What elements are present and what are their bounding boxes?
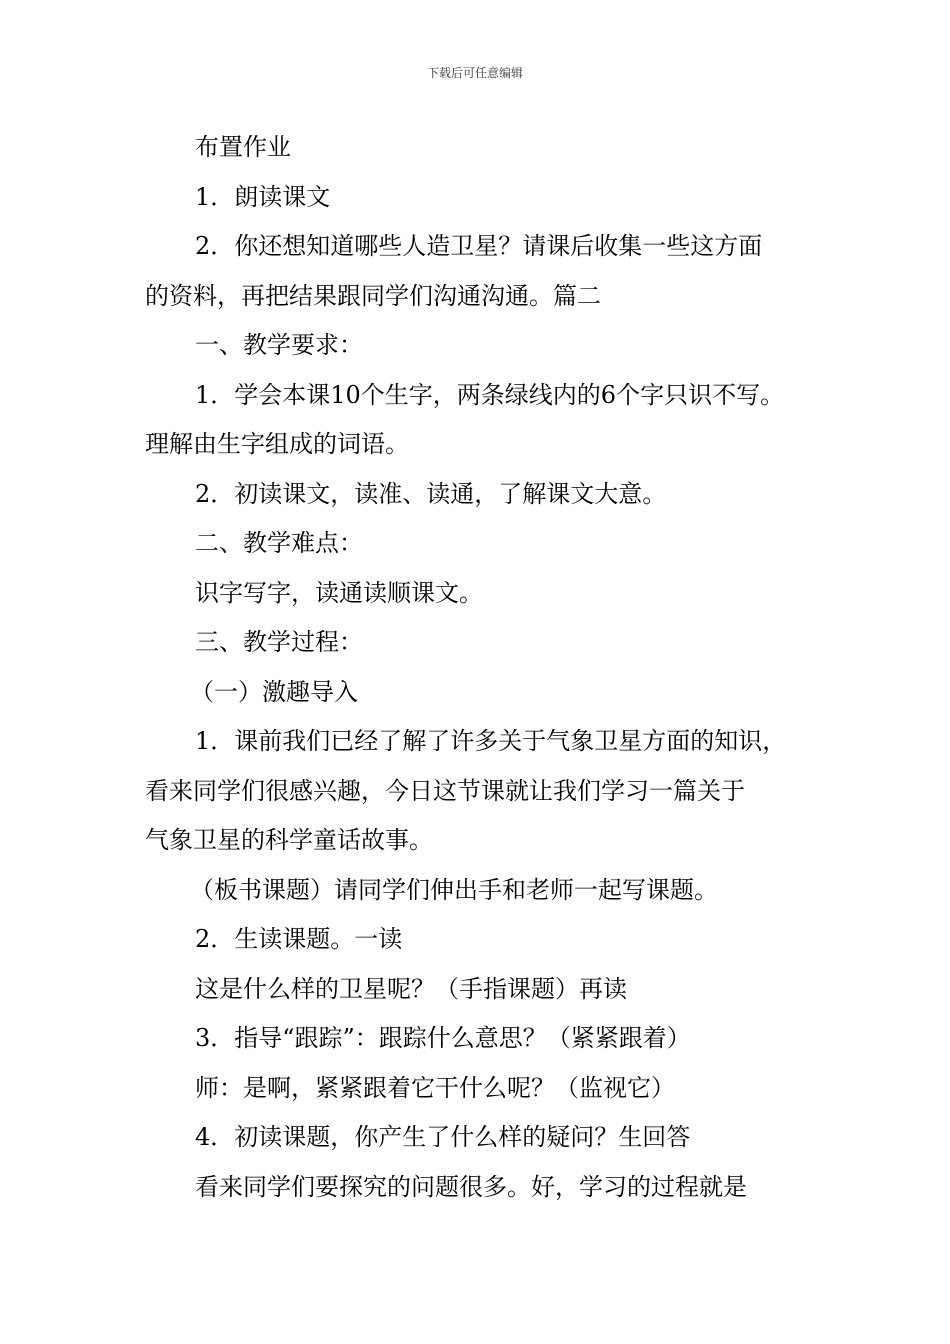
paragraph-line: 布置作业 — [195, 133, 291, 161]
paragraph-line: 2．你还想知道哪些人造卫星？请课后收集一些这方面 — [195, 232, 763, 260]
paragraph-line: 这是什么样的卫星呢？（手指课题）再读 — [195, 974, 627, 1003]
paragraph-line: 三、教学过程： — [195, 628, 363, 656]
paragraph-line: 看来同学们要探究的问题很多。好，学习的过程就是 — [195, 1172, 747, 1201]
paragraph-line: 看来同学们很感兴趣，今日这节课就让我们学习一篇关于 — [145, 776, 745, 805]
paragraph-line: 师：是啊，紧紧跟着它干什么呢？（监视它） — [195, 1073, 675, 1102]
paragraph-line: 1．朗读课文 — [195, 182, 331, 211]
paragraph-line: 4．初读课题，你产生了什么样的疑问？生回答 — [195, 1123, 691, 1151]
paragraph-line: 的资料，再把结果跟同学们沟通沟通。篇二 — [145, 281, 601, 310]
document-body — [145, 123, 835, 1212]
paragraph-line: 2．生读课题。一读 — [195, 925, 403, 953]
paragraph-line: 1．学会本课10个生字，两条绿线内的6个字只识不写。 — [195, 380, 785, 409]
paragraph-line: 理解由生字组成的词语。 — [145, 430, 409, 458]
paragraph-line: 1．课前我们已经了解了许多关于气象卫星方面的知识， — [195, 727, 787, 755]
page-header-note: 下载后可任意编辑 — [426, 66, 523, 80]
paragraph-line: 2．初读课文，读准、读通，了解课文大意。 — [195, 479, 667, 508]
paragraph-line: 3．指导“跟踪”：跟踪什么意思？（紧紧跟着） — [195, 1024, 691, 1052]
paragraph-line: 二、教学难点： — [195, 529, 363, 557]
paragraph-line: 气象卫星的科学童话故事。 — [145, 826, 433, 854]
paragraph-line: （一）激趣导入 — [190, 677, 358, 706]
paragraph-line: 一、教学要求： — [195, 331, 363, 359]
paragraph-line: （板书课题）请同学们伸出手和老师一起写课题。 — [190, 875, 718, 904]
paragraph-line: 识字写字，读通读顺课文。 — [195, 578, 483, 607]
